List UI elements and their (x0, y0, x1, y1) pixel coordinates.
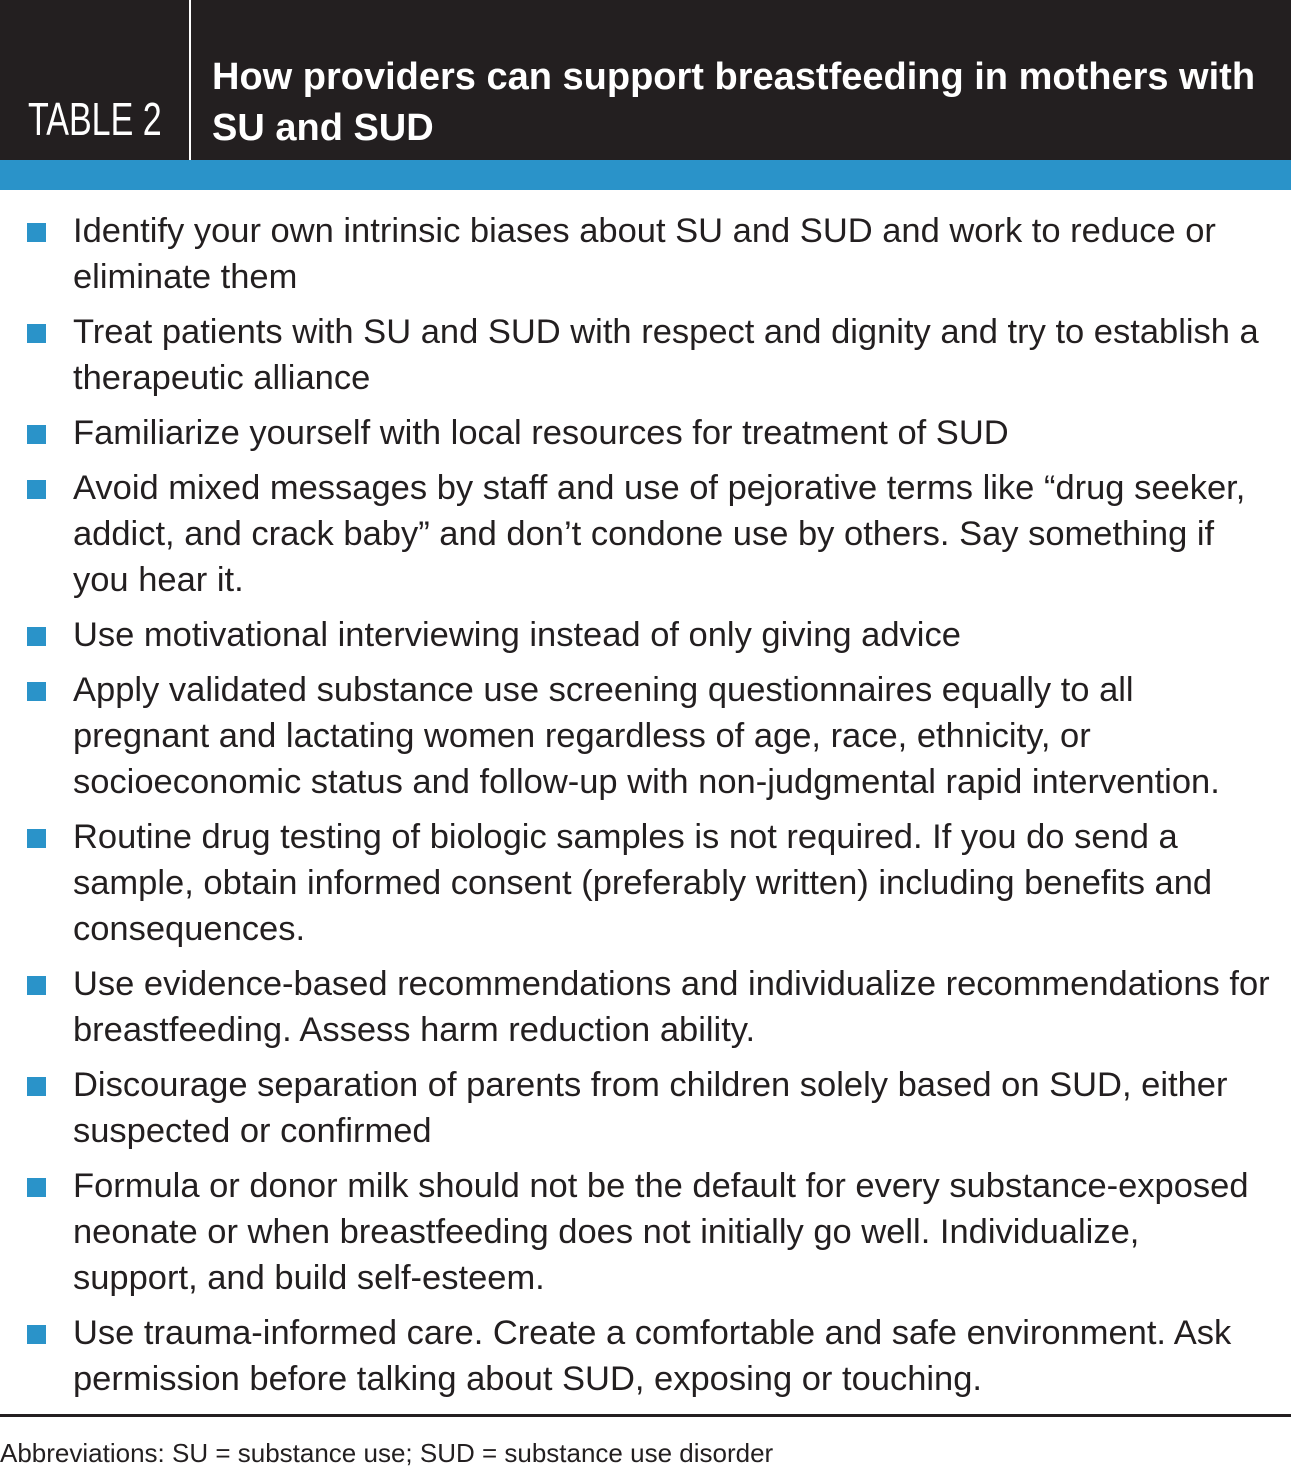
abbreviations-footnote: Abbreviations: SU = substance use; SUD = substance use disorder (0, 1438, 774, 1468)
square-bullet-icon (27, 1077, 46, 1096)
list-item (0, 814, 1291, 952)
list-item (0, 1163, 1291, 1301)
list-item (0, 410, 1291, 456)
square-bullet-icon (27, 1178, 46, 1197)
square-bullet-icon (27, 324, 46, 343)
list-item-text: Identify your own intrinsic biases about SU and SUD and work to reduce or eliminate them (73, 212, 1216, 296)
list-item-text: Apply validated substance use screening questionnaires equally to all pregnant and lactating women regardless of age, race, ethnicity, or socioeconomic status and follow-up with non-judgmental rapid intervention. (73, 671, 1220, 801)
square-bullet-icon (27, 223, 46, 242)
square-bullet-icon (27, 682, 46, 701)
header-divider (189, 0, 191, 160)
square-bullet-icon (27, 480, 46, 499)
accent-bar (0, 160, 1291, 190)
bottom-rule (0, 1414, 1291, 1417)
list-item (0, 309, 1291, 401)
list-item-text: Routine drug testing of biologic samples is not required. If you do send a sample, obtain informed consent (preferably written) including benefits and consequences. (73, 818, 1213, 948)
list-item-text: Use trauma-informed care. Create a comfortable and safe environment. Ask permission before talking about SUD, exposing or touching. (73, 1314, 1232, 1398)
list-item-text: Treat patients with SU and SUD with respect and dignity and try to establish a therapeutic alliance (73, 313, 1259, 397)
list-item (0, 667, 1291, 805)
table-header (0, 0, 1291, 160)
list-item (0, 961, 1291, 1053)
square-bullet-icon (27, 425, 46, 444)
list-item (0, 465, 1291, 603)
square-bullet-icon (27, 1325, 46, 1344)
list-item (0, 1062, 1291, 1154)
list-item (0, 208, 1291, 300)
square-bullet-icon (27, 829, 46, 848)
list-item-text: Avoid mixed messages by staff and use of pejorative terms like “drug seeker, addict, and crack baby” and don’t condone use by others. Say something if you hear it. (73, 469, 1246, 599)
list-item (0, 612, 1291, 658)
table-label-text: TABLE 2 (28, 93, 162, 145)
recommendation-list (0, 208, 1291, 1411)
list-item-text: Use evidence-based recommendations and individualize recommendations for breastfeeding. Assess harm reduction ability. (73, 965, 1270, 1049)
list-item-text: Discourage separation of parents from children solely based on SUD, either suspected or confirmed (73, 1066, 1228, 1150)
square-bullet-icon (27, 627, 46, 646)
square-bullet-icon (27, 976, 46, 995)
list-item-text: Familiarize yourself with local resources for treatment of SUD (73, 414, 1009, 452)
table-title: How providers can support breastfeeding in mothers with SU and SUD (212, 56, 1256, 149)
list-item-text: Formula or donor milk should not be the default for every substance-exposed neonate or when breastfeeding does not initially go well. Individualize, support, and build self-esteem. (73, 1167, 1249, 1297)
table-label (0, 0, 190, 160)
list-item (0, 1310, 1291, 1402)
list-item-text: Use motivational interviewing instead of only giving advice (73, 616, 961, 654)
